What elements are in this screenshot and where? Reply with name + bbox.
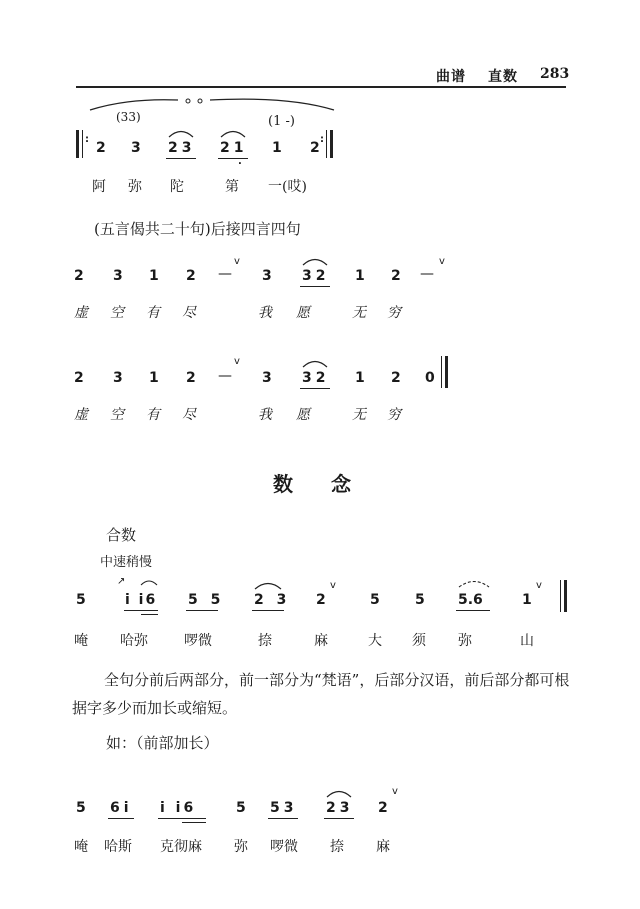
lyric: 啰微 xyxy=(270,839,298,855)
final-bar-thick xyxy=(445,356,448,388)
note: 2 xyxy=(186,370,196,386)
slur xyxy=(458,578,490,588)
tie xyxy=(302,256,328,266)
breath-mark: v xyxy=(234,356,240,367)
beam xyxy=(186,610,218,611)
note: 1 xyxy=(272,140,282,156)
lyric: 须 xyxy=(412,633,426,649)
repeat-bar-end-thick xyxy=(330,130,333,158)
tie xyxy=(220,128,246,138)
note: 5 xyxy=(415,592,425,608)
note: 2 xyxy=(74,370,84,386)
note: 3 xyxy=(262,370,272,386)
page-title: 数念 xyxy=(273,472,389,496)
note: 32 xyxy=(302,370,330,386)
lyric: 捺 xyxy=(258,633,272,649)
repeat-bar-end-thin xyxy=(326,130,327,158)
beam xyxy=(218,158,248,159)
beam-double xyxy=(182,822,206,823)
lyric: 唵 xyxy=(74,633,88,649)
lyric: 大 xyxy=(368,633,382,649)
repeat-bar-start-thin xyxy=(82,130,83,158)
lyric: 尽 xyxy=(182,407,196,423)
tie xyxy=(254,580,282,590)
dash: — xyxy=(218,368,232,384)
beam xyxy=(300,286,330,287)
note: i i6 xyxy=(160,800,197,816)
note: 3 xyxy=(113,370,123,386)
note: 23 xyxy=(326,800,354,816)
lyric: 弥 xyxy=(234,839,248,855)
tempo-marking: 中速稍慢 xyxy=(100,555,153,570)
note: 2 xyxy=(391,370,401,386)
lyric: 有 xyxy=(146,305,160,321)
lyric: 哈斯 xyxy=(104,839,132,855)
note: 3 xyxy=(113,268,123,284)
note: 1 xyxy=(522,592,532,608)
note: i i6 xyxy=(125,592,158,608)
note: 5 xyxy=(76,800,86,816)
note: 2 xyxy=(74,268,84,284)
tie xyxy=(302,358,328,368)
note: 2 xyxy=(186,268,196,284)
lyric: 山 xyxy=(520,633,534,649)
beam xyxy=(108,818,134,819)
lyric: 陀 xyxy=(170,179,184,195)
note: 1 xyxy=(355,370,365,386)
lyric: 麻 xyxy=(376,839,390,855)
lyric: 克彻麻 xyxy=(160,839,202,855)
final-bar-thin xyxy=(560,580,561,612)
note: 2 xyxy=(391,268,401,284)
note: 5 xyxy=(370,592,380,608)
slur xyxy=(140,578,158,586)
breath-mark: v xyxy=(234,256,240,267)
beam-double xyxy=(141,614,158,615)
note: 0 xyxy=(425,370,435,386)
lyric: 我 xyxy=(258,305,272,321)
note: 53 xyxy=(270,800,298,816)
lyric: 唵 xyxy=(74,839,88,855)
lyric: 虚 xyxy=(74,305,88,321)
continuation-note: (五言偈共二十句)后接四言四句 xyxy=(94,220,301,238)
tie xyxy=(326,788,352,798)
note: 2 xyxy=(316,592,326,608)
beam xyxy=(456,610,490,611)
note: 2 xyxy=(310,140,320,156)
note: 23 xyxy=(168,140,196,156)
lyric: 弥 xyxy=(458,633,472,649)
explanation-paragraph: 全句分前后两部分，前一部分为“梵语”，后部分汉语，前后部分都可根据字多少而加长或缩短。 xyxy=(72,671,570,717)
grace-notes-right: (1 -) xyxy=(268,114,295,129)
beam xyxy=(124,610,158,611)
lyric: 穷 xyxy=(387,305,401,321)
lyric: 空 xyxy=(110,407,124,423)
lyric: 一(哎) xyxy=(268,179,307,195)
beam xyxy=(252,610,284,611)
note: 5 xyxy=(236,800,246,816)
tie xyxy=(168,128,194,138)
repeat-dots: : xyxy=(320,134,324,145)
note: 2 xyxy=(96,140,106,156)
beam xyxy=(158,818,206,819)
beam xyxy=(166,158,196,159)
lyric: 无 xyxy=(352,305,366,321)
header-subsection: 直数 xyxy=(488,69,518,85)
lyric: 无 xyxy=(352,407,366,423)
lyric: 空 xyxy=(110,305,124,321)
lyric: 穷 xyxy=(387,407,401,423)
final-bar-thick xyxy=(564,580,567,612)
note: 3 xyxy=(131,140,141,156)
grace-notes-left: (33) xyxy=(116,110,141,124)
note: 6i xyxy=(110,800,133,816)
note: 21 xyxy=(220,140,248,156)
breath-mark: v xyxy=(330,580,336,591)
note: 32 xyxy=(302,268,330,284)
breath-mark: v xyxy=(392,786,398,797)
section-heading: 合数 xyxy=(106,526,137,544)
note: 2 3 xyxy=(254,592,291,608)
header-rule xyxy=(76,86,566,88)
lyric: 有 xyxy=(146,407,160,423)
repeat-dots: : xyxy=(85,134,89,145)
accent-mark: ↗ xyxy=(117,576,126,587)
note: 1 xyxy=(149,370,159,386)
beam xyxy=(268,818,298,819)
note: 5.6 xyxy=(458,592,483,608)
note: 3 xyxy=(262,268,272,284)
note: 2 xyxy=(378,800,388,816)
beam xyxy=(300,388,330,389)
breath-mark: v xyxy=(536,580,542,591)
lyric: 阿 xyxy=(92,179,106,195)
breath-mark: v xyxy=(439,256,445,267)
repeat-bar-start-thick xyxy=(76,130,79,158)
lyric: 捺 xyxy=(330,839,344,855)
page-number: 283 xyxy=(540,66,570,82)
lyric: 弥 xyxy=(128,179,142,195)
note: 5 xyxy=(76,592,86,608)
final-bar-thin xyxy=(441,356,442,388)
dash: — xyxy=(218,266,232,282)
note: 1 xyxy=(149,268,159,284)
beam xyxy=(324,818,354,819)
lyric: 麻 xyxy=(314,633,328,649)
lyric: 第 xyxy=(225,179,239,195)
dash: — xyxy=(420,266,434,282)
lyric: 虚 xyxy=(74,407,88,423)
note: 1 xyxy=(355,268,365,284)
lyric: 尽 xyxy=(182,305,196,321)
lyric: 哈弥 xyxy=(120,633,148,649)
example-label: 如：（前部加长） xyxy=(106,734,219,752)
lyric: 我 xyxy=(258,407,272,423)
lyric: 愿 xyxy=(296,407,310,423)
lyric: 愿 xyxy=(296,305,310,321)
lower-dot: . xyxy=(238,156,242,167)
note: 5 5 xyxy=(188,592,225,608)
lyric: 啰微 xyxy=(184,633,212,649)
header-section: 曲谱 xyxy=(436,69,466,85)
